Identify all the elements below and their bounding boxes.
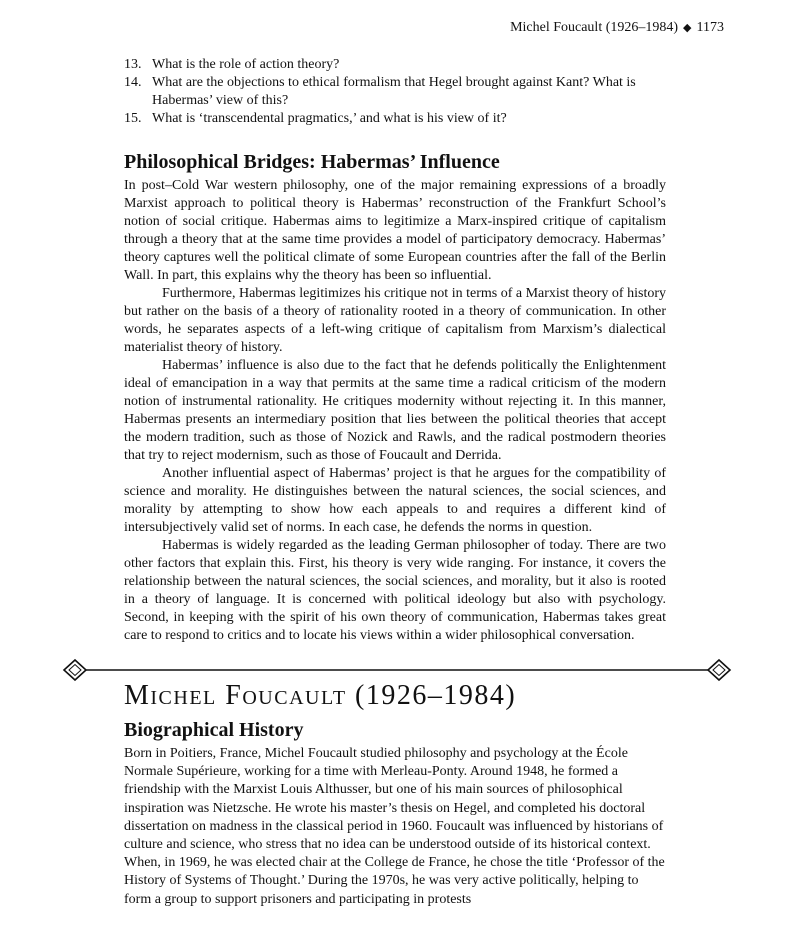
section-heading: Philosophical Bridges: Habermas’ Influence: [124, 151, 500, 173]
running-header: [510, 20, 724, 36]
paragraph: Habermas is widely regarded as the leading German philosopher of today. There are two other factors that explain this. First, his theory is very wide ranging. For instance, it covers the relationship between the natural sciences, the social sciences, and morality, but it also is rooted in a theory of language. It is concerned with political ideology but also with psychology. Second, in keeping with the spirit of his own theory of communication, Habermas takes great care to respond to critics and to locate his views within a wider philosophical conversation.: [124, 538, 666, 643]
section-body: [124, 745, 666, 909]
question-text: What is ‘transcendental pragmatics,’ and what is his view of it?: [152, 111, 507, 126]
diamond-icon: ◆: [683, 22, 692, 34]
question-list: [124, 56, 676, 128]
question-item: [124, 74, 676, 110]
chapter-divider: [62, 658, 732, 682]
page-number: 1173: [696, 20, 724, 35]
section-heading: Biographical History: [124, 719, 304, 741]
paragraph: Another influential aspect of Habermas’ project is that he argues for the compatibility of science and morality. He distinguishes between the natural sciences, the social sciences, and morality by attempting to show how each appeals to and requires a different kind of intersubjectively valid set of norms. In each case, he defends the norms in question.: [124, 466, 666, 535]
question-item: [124, 56, 676, 74]
question-item: [124, 110, 676, 128]
diamond-ornament-right-icon: [708, 660, 730, 680]
paragraph: In post–Cold War western philosophy, one of the major remaining expressions of a broadly Marxist approach to political theory is Habermas’ reconstruction of the Frankfurt School’s notion of social critique. Habermas aims to legitimize a Marx-inspired critique of capitalism through a theory that at the same time provides a model of participatory democracy. Habermas’ theory captures well the political climate of some European countries after the fall of the Berlin Wall. In part, this explains why the theory has been so influential.: [124, 178, 666, 283]
paragraph: Furthermore, Habermas legitimizes his critique not in terms of a Marxist theory of history but rather on the basis of a theory of rationality rooted in a theory of communication. In other words, he separates aspects of a left-wing critique of capitalism from Marxism’s dialectical materialist theory of history.: [124, 286, 666, 355]
section-body: [124, 177, 666, 645]
running-title: Michel Foucault (1926–1984): [510, 20, 679, 35]
question-number: 15.: [124, 111, 142, 126]
paragraph: Born in Poitiers, France, Michel Foucault studied philosophy and psychology at the École Normale Supérieure, working for a time with Merleau-Ponty. Around 1948, he formed a friendship with the Marxist Louis Althusser, but one of his main sources of philosophical inspiration was Nietzsche. He wrote his master’s thesis on Hegel, and completed his doctoral dissertation on madness in the classical period in 1960. Foucault was influenced by historians of culture and science, who stress that no idea can be understood outside of its historical context. When, in 1969, he was elected chair at the College de France, he chose the title ‘Professor of the History of Systems of Thought.’ During the 1970s, he was very active politically, helping to form a group to support prisoners and participating in protests: [124, 746, 665, 907]
paragraph: Habermas’ influence is also due to the fact that he defends politically the Enlightenment ideal of emancipation in a way that permits at the same time a radical criticism of the modern notion of instrumental rationality. He critiques modernity without rejecting it. In this manner, Habermas presents an intermediary position that lies between the political theories that accept the modern tradition, such as those of Nozick and Rawls, and the radical postmodern theories that try to reject modernism, such as those of Foucault and Derrida.: [124, 358, 666, 463]
question-text: What is the role of action theory?: [152, 57, 340, 72]
diamond-ornament-left-icon: [64, 660, 86, 680]
question-text: What are the objections to ethical formalism that Hegel brought against Kant? What is Habermas’ view of this?: [152, 75, 636, 108]
chapter-title: Michel Foucault (1926–1984): [124, 680, 517, 711]
question-number: 14.: [124, 75, 142, 90]
question-number: 13.: [124, 57, 142, 72]
